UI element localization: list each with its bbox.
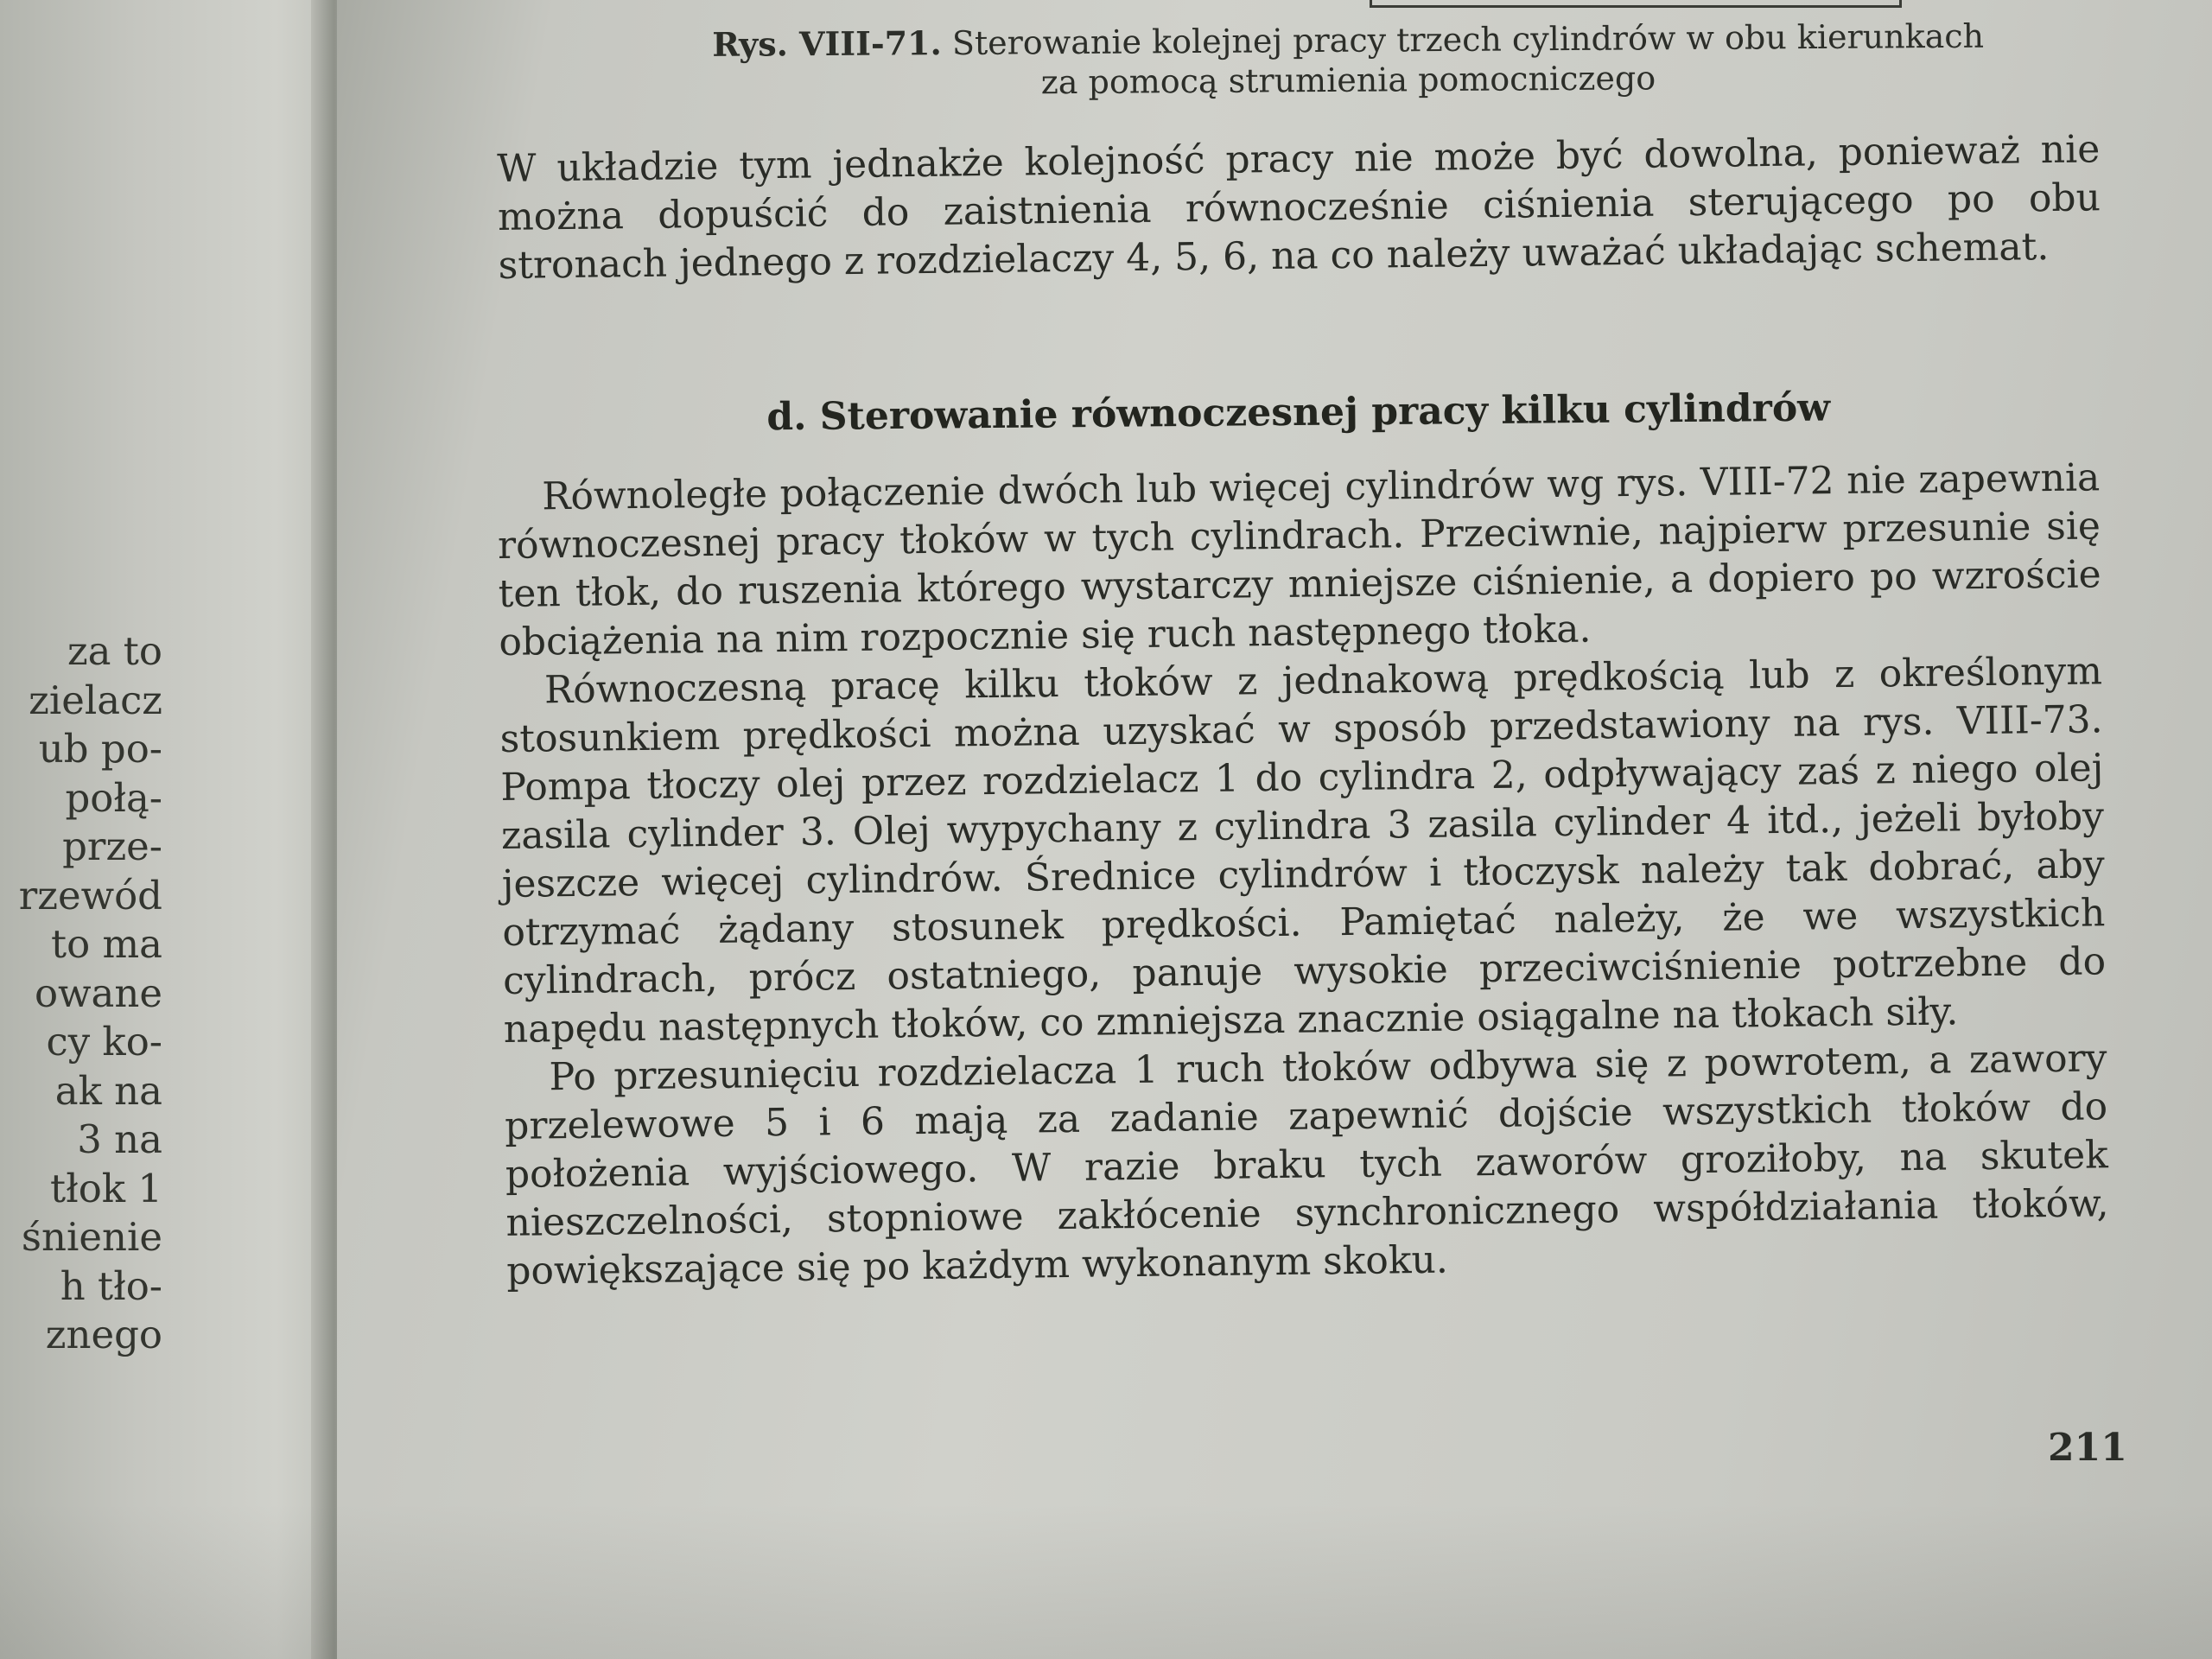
left-line: rzewód (18, 872, 162, 918)
figure-caption-line-2: za pomocą strumienia pomocniczego (1040, 59, 1656, 102)
figure-caption (579, 16, 2118, 105)
left-line: ak na (54, 1067, 162, 1114)
left-line: prze- (62, 823, 162, 869)
left-line: tłok 1 (50, 1165, 162, 1211)
figure-label: Rys. VIII-71. (712, 23, 942, 64)
intro-text (497, 125, 2101, 290)
right-page (337, 0, 2212, 1659)
paragraph: Po przesunięciu rozdzielacza 1 ruch tłoków odbywa się z powrotem, a zawory przelewowe 5 i 6 mają za zadanie zapewnić dojście wszystkich tłoków do położenia wyjściowego. W razie braku tych zaworów groziłoby, na skutek nieszczelności, stopniowe zakłócenie synchronicznego współdziałania tłoków, powiększające się po każdym wykonanym skoku. (504, 1036, 2109, 1294)
section-body (497, 454, 2109, 1296)
left-line: śnienie (21, 1214, 162, 1260)
left-line: owane (34, 969, 162, 1016)
paragraph: W układzie tym jednakże kolejność pracy nie może być dowolna, ponieważ nie można dopuścić do zaistnienia równocześnie ciśnienia sterującego po obu stronach jednego z rozdzielaczy 4, 5, 6, na co należy uważać układając schemat. (497, 127, 2101, 288)
left-line: połą- (65, 774, 162, 821)
paragraph: Równoczesną pracę kilku tłoków z jednakową prędkością lub z określonym stosunkiem prędkości można uzyskać w sposób przedstawiony na rys. VIII-73. Pompa tłoczy olej przez rozdzielacz 1 do cylindra 2, odpływający zaś z niego olej zasila cylinder 3. Olej wypychany z cylindra 3 zasila cylinder 4 itd., jeżeli byłoby jeszcze więcej cylindrów. Średnice cylindrów i tłoczysk należy tak dobrać, aby otrzymać żądany stosunek prędkości. Pamiętać należy, że we wszystkich cylindrach, prócz ostatniego, panuje wysokie przeciwciśnienie potrzebne do napędu następnych tłoków, co zmniejsza znacznie osiągalne na tłokach siły. (499, 649, 2107, 1052)
left-page (0, 0, 346, 1659)
left-line: 3 na (77, 1116, 162, 1162)
left-line: za to (67, 628, 162, 674)
left-line: ub po- (38, 726, 162, 772)
section-heading: d. Sterowanie równoczesnej pracy kilku cylindrów (766, 385, 1831, 440)
figure-frame-edge (1370, 0, 1902, 8)
left-line: to ma (51, 921, 162, 967)
left-line: h tło- (60, 1262, 162, 1309)
left-line: zielacz (29, 677, 162, 723)
paragraph: Równoległe połączenie dwóch lub więcej cylindrów wg rys. VIII-72 nie zapewnia równoczesnej pracy tłoków w tych cylindrach. Przeciwnie, najpierw przesunie się ten tłok, do ruszenia którego wystarczy mniejsze ciśnienie, a dopiero po wzroście obciążenia na nim rozpocznie się ruch następnego tłoka. (497, 455, 2101, 664)
left-page-text (19, 627, 162, 1360)
left-line: znego (45, 1312, 162, 1357)
page-number: 211 (2048, 1426, 2127, 1470)
left-line: cy ko- (46, 1019, 162, 1065)
figure-title: Sterowanie kolejnej pracy trzech cylindrów w obu kierunkach (951, 16, 1985, 62)
